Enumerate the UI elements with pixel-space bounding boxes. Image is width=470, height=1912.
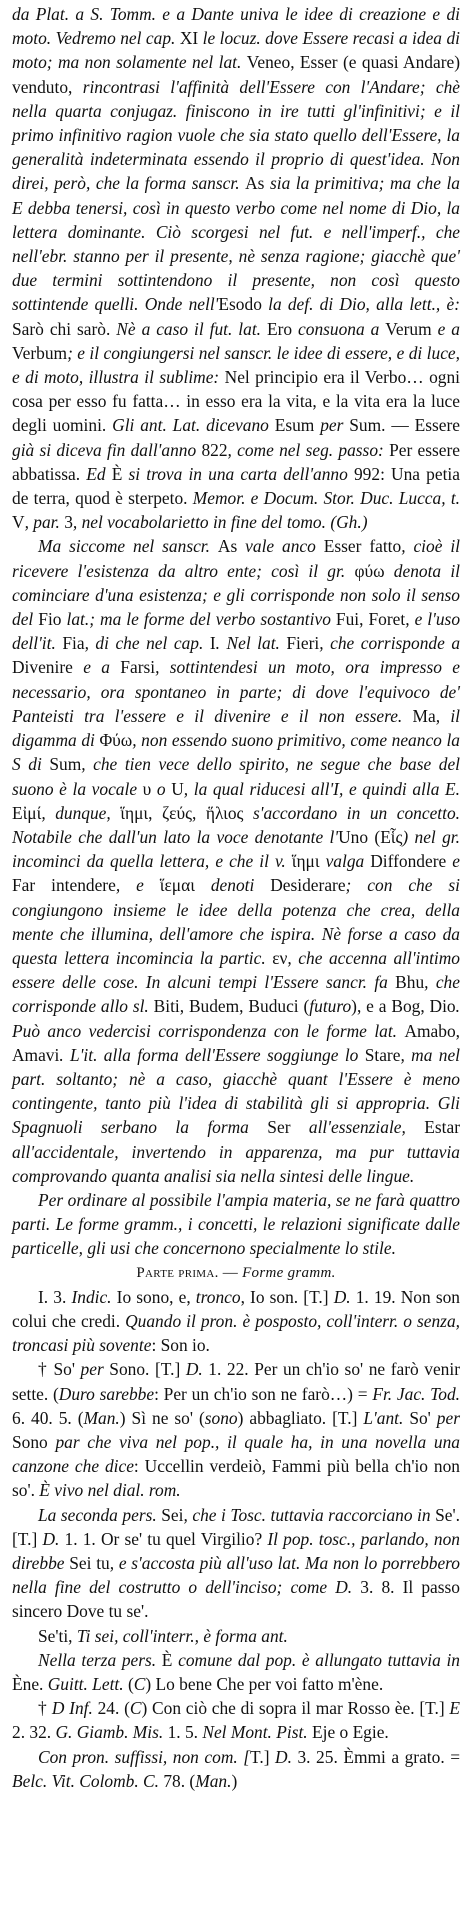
text-run: 992 (353, 463, 381, 484)
text-run: o (156, 778, 172, 799)
text-run: , sottintendesi un moto, ora impresso e necessario, ora spontaneo in parte; di dove l'equivoco de' Panteisti tra l'essere e il divenire e il non essere. (12, 657, 460, 726)
text-run: Stare (364, 1044, 401, 1065)
text-run: Fui, Foret (335, 609, 406, 630)
text-run: per (320, 415, 350, 436)
text-run: ), e a (351, 996, 392, 1017)
text-run: Sarò chi sarò. (12, 318, 117, 339)
text-run: . L'it. alla forma dell'Essere soggiunge lo (59, 1044, 365, 1065)
text-run: È (161, 1649, 179, 1670)
text-run: Fia (62, 633, 85, 654)
text-run: , come nel seg. passo: (227, 439, 390, 460)
text-run: Ser (267, 1117, 309, 1138)
entry-3 (12, 1503, 460, 1624)
text-run: υ (142, 778, 157, 799)
text-run: Man. (83, 1407, 120, 1428)
entry-4 (12, 1624, 460, 1648)
section-dash: — (218, 1264, 243, 1281)
entry-5 (12, 1648, 460, 1696)
text-run: φύω (354, 560, 394, 581)
text-run: Diffondere (370, 851, 453, 872)
text-run: sia la primitiva (264, 173, 379, 194)
text-run: , la qual riducesi all'I, e quindi alla E. (183, 778, 460, 799)
text-run: 1. 22. Per un ch'io so' ne farò venir sette. ( (12, 1359, 460, 1404)
text-run: D. (335, 1577, 361, 1598)
text-run: 1. 5. (167, 1722, 203, 1743)
text-run: già si diceva fin dall'anno (12, 439, 202, 460)
text-run: C (129, 1698, 142, 1719)
section-topic: Forme gramm. (242, 1264, 336, 1281)
text-run: ] (351, 1407, 364, 1428)
text-run: † (38, 1698, 52, 1719)
text-run: D. (42, 1528, 65, 1549)
text-run: ; ma che la E debba tenersi, così in questo verbo come nel nome di Dio, la lettera dominante. Ciò scorgesi nel fut. e nell'imperf., che nell'ebr. stanno per il presente, nè senza ragione; giacchè que' due termini sottintendono il presente, non così questo sottintende quelli. Onde nell' (12, 173, 460, 315)
text-run: 3 (53, 1286, 62, 1307)
text-run: si trova in una carta dell'anno (128, 463, 354, 484)
text-run: D. (333, 1286, 356, 1307)
text-run: , il digamma di (12, 705, 460, 751)
text-run: Nel principio era il Verbo… ogni cosa per esso fu fatta… in esso era la vita, e la vita era la luce degli uomini. (12, 367, 460, 436)
text-run: all'essenziale, (308, 1117, 425, 1138)
paragraph-1 (12, 2, 460, 534)
text-run: : Per un ch'io son ne farò…) = (154, 1383, 373, 1404)
text-run: Se'ti, (38, 1625, 77, 1646)
text-run: , par. (24, 512, 65, 533)
text-run: C (133, 1674, 146, 1695)
text-run: , che accenna all'intimo essere delle cose. In alcuni tempi l'Essere sancr. fa (12, 947, 460, 993)
text-run: Se'. [ (12, 1504, 460, 1549)
text-run: ἵημι (291, 851, 326, 872)
text-run: G. Giamb. Mis. (55, 1722, 168, 1743)
text-run: T. (17, 1528, 32, 1549)
text-run: Indic. (71, 1286, 117, 1307)
text-run: , che tien vece dello spirito, ne segue che base del suono è la vocale (12, 754, 460, 799)
text-run: Una petia de terra, quod è sterpeto. (12, 463, 460, 509)
text-run: 1. 19. Non son colui che credi. (12, 1286, 460, 1331)
entry-7 (12, 1745, 460, 1793)
text-run: ἵημι, ζεύς, ἥλιος (120, 802, 253, 823)
text-run: , Io son. [ (240, 1286, 310, 1307)
text-run: 78. ( (163, 1770, 196, 1791)
text-run: D. (275, 1746, 298, 1767)
text-run: 3. 8. Il passo sincero Dove tu se'. (12, 1577, 460, 1622)
text-run: Fio (38, 609, 67, 630)
text-run: rincontrasi l'affinità dell'Essere con l'Andare; chè nella quarta conjugaz. finiscono in ire tutti gl'infinitivi; e il primo infinitivo ragion vuole che sia stato quello dell'Essere, la generalità indeterminata essendo il proprio di quest'idea. Non direi, però, che la forma sanscr. (12, 76, 460, 194)
text-run: all'accidentale, invertendo in apparenza, ma pur tuttavia comprovando quanta analisi sia nella sintesi delle lingue. (12, 1141, 460, 1186)
text-run: Belc. Vit. Colomb. C. (12, 1770, 164, 1791)
text-run: denota il cominciare d'una esistenza; e gli corrisponde non solo il senso del (12, 560, 461, 630)
text-run: Farsi (120, 657, 156, 678)
text-run: ; e il congiungersi nel sanscr. le idee di essere, e di luce, e di moto, illustra il sublime: (12, 342, 460, 388)
text-run: par che viva nel pop., il quale ha, in una novella una canzone che dice (12, 1431, 461, 1477)
text-run: ; ma non solamente nel lat. (46, 52, 247, 73)
text-run: La seconda pers. (38, 1504, 162, 1525)
text-run: Esodo (218, 294, 262, 315)
entry-1 (12, 1285, 460, 1358)
text-run: Uno (338, 826, 375, 847)
text-run: , di che nel cap. (84, 633, 210, 654)
text-run: Veneo, Esser (e quasi Andare) venduto, (12, 52, 460, 97)
text-run: Ed (86, 463, 112, 484)
text-run: Desiderare (270, 875, 346, 896)
text-run: sono (204, 1407, 238, 1428)
text-run: ] (174, 1359, 186, 1380)
text-run: Divenire (12, 657, 84, 678)
text-run: Sum (349, 415, 382, 436)
text-run: per (436, 1407, 460, 1428)
text-run: Duro sarebbe (58, 1383, 155, 1404)
text-run: As (217, 536, 246, 557)
text-run: valga (325, 851, 371, 872)
text-run: ) nel gr. incominci da quella lettera, e che il v. (12, 826, 460, 872)
text-run: È (111, 463, 129, 484)
text-run: per (80, 1359, 110, 1380)
text-run: I (209, 633, 216, 654)
text-run: , nel vocabolarietto in fine del tomo. (Gh.) (72, 512, 368, 533)
paragraph-2 (12, 534, 460, 1187)
text-run: Estar (424, 1117, 460, 1138)
text-run: 6. 40. 5. ( (12, 1407, 84, 1428)
text-run: L'ant. (363, 1407, 410, 1428)
text-run: ] (322, 1286, 334, 1307)
text-run: ἵεμαι (159, 875, 211, 896)
text-run: Verum (385, 318, 438, 339)
text-run: , che i Tosc. tuttavia raccorciano in (183, 1504, 436, 1525)
text-run: , che corrisponde a (319, 633, 461, 654)
text-run: . Nel lat. (215, 633, 287, 654)
text-run: Essere (414, 415, 461, 436)
text-run: T. (309, 1286, 323, 1307)
text-run: 24. ( (97, 1698, 130, 1719)
text-run: 1. 1. Or se' tu quel Virgilio? (64, 1528, 268, 1549)
text-run: Gli ant. Lat. dicevano (112, 415, 275, 436)
text-run: Εἷς (380, 826, 403, 847)
text-run: ; con che si congiungono insieme le idee della potenza che crea, della mente che illumina, dell'amore che ispira. Nè forse a caso da questa lettera incomincia la partic. (12, 875, 460, 968)
text-run: Φύω (99, 730, 133, 751)
text-run: Per ordinare al possibile l'ampia materia, se ne farà quattro parti. Le forme gramm., i concetti, le relazioni significate dalle particelle, gli usi che concernono specialmente lo stile. (12, 1189, 460, 1259)
text-run: Amabo, Amavi (12, 1020, 460, 1065)
text-run: As (245, 173, 265, 194)
text-run: , dunque, (41, 802, 121, 823)
text-run: ) Con ciò che di sopra il mar Rosso èe. [ (141, 1698, 426, 1719)
text-run: Man. (195, 1770, 232, 1791)
text-run: e (452, 851, 460, 872)
text-run: 822 (201, 439, 228, 460)
text-run: Con pron. suffissi, non com. [ (38, 1746, 251, 1767)
entry-6 (12, 1696, 460, 1744)
text-run: T. (160, 1359, 175, 1380)
text-run: ( (303, 996, 310, 1017)
text-run: 2. 32. (12, 1722, 56, 1743)
text-run: denoti (210, 875, 271, 896)
text-run: † So' (38, 1359, 81, 1380)
text-run: ) (231, 1770, 238, 1791)
text-run: , che corrisponde allo sl. (12, 972, 460, 1017)
text-run: consuona a (298, 318, 386, 339)
text-run: Εἰμί (12, 802, 42, 823)
text-run: la def. di Dio, alla lett., è: (261, 294, 460, 315)
text-run: Eje o Egie. (312, 1722, 389, 1743)
text-run: Ène. (12, 1674, 48, 1695)
text-run: ) Lo bene Che per voi fatto m'ène. (145, 1674, 384, 1695)
text-run: T. (337, 1407, 352, 1428)
entry-2 (12, 1357, 460, 1502)
section-part: Parte prima. (136, 1264, 219, 1281)
text-run: Inf. (69, 1698, 98, 1719)
text-run: ] (438, 1698, 450, 1719)
text-run: da Plat. a S. Tomm. e a Dante univa le idee di creazione e di moto. Vedremo nel cap. (12, 4, 460, 49)
text-run: ] (31, 1528, 43, 1549)
text-run: Biti, Budem, Buduci (153, 996, 304, 1017)
text-run: Sei tu (69, 1553, 110, 1573)
text-run: ( (374, 826, 381, 847)
text-run: e a (437, 318, 460, 339)
text-run: Esum (274, 415, 321, 436)
text-run: ) Sì ne so' ( (119, 1407, 205, 1428)
text-run: Bhu (395, 972, 425, 993)
paragraph-3 (12, 1188, 460, 1261)
text-run: Verbum (12, 342, 68, 363)
text-run: , e l'uso dell'it. (12, 609, 461, 654)
text-run: , non essendo suono primitivo, come neanco la S di (12, 730, 460, 775)
text-run: , e (115, 875, 160, 896)
text-run: Nella terza pers. (38, 1649, 162, 1670)
text-run: Il pop. tosc., parlando, non direbbe (12, 1528, 460, 1573)
text-run: I. (38, 1286, 54, 1307)
section-heading (12, 1261, 460, 1285)
text-run: Guitt. Lett. (47, 1674, 128, 1695)
text-run: εν (272, 947, 288, 968)
text-run: comune dal pop. è allungato tuttavia in (178, 1649, 460, 1670)
text-run: Sono (12, 1431, 56, 1452)
text-run: U (171, 778, 184, 799)
text-run: Far intendere (12, 875, 116, 896)
text-run: recasi a idea di moto (12, 28, 460, 73)
text-run: ) abbagliato. [ (237, 1407, 338, 1428)
text-run: . Può anco vedercisi corrispondenza con le forme lat. (12, 996, 460, 1041)
text-run: Ma (412, 705, 436, 726)
text-run: XI (179, 28, 199, 49)
text-run: e a (83, 657, 121, 678)
text-run: Sum (49, 754, 82, 775)
text-run: ] (263, 1746, 276, 1767)
text-run: futuro (309, 996, 352, 1017)
text-run: Ti sei, coll'interr., è forma ant. (76, 1625, 288, 1646)
text-run: tronco (195, 1286, 241, 1307)
text-run: 3. 25. Èmmi a grato. = (297, 1746, 461, 1767)
text-run: lat.; ma le forme del verbo sostantivo (66, 609, 336, 630)
text-run: ( (127, 1674, 134, 1695)
text-run: Sei (161, 1504, 184, 1525)
text-run: D. (185, 1359, 209, 1380)
text-run: 3 (64, 512, 73, 533)
text-run: Nel Mont. Pist. (202, 1722, 312, 1743)
text-run: Nè a caso il fut. lat. (116, 318, 267, 339)
text-run: . (61, 1286, 72, 1307)
text-run: V (12, 512, 25, 533)
text-run: , cioè il ricevere l'esistenza da altro ente; così il gr. (12, 536, 460, 581)
text-run: D (51, 1698, 70, 1719)
text-run: E (449, 1698, 460, 1719)
text-run: le locuz. dove Essere (198, 28, 353, 49)
text-run: Per essere abbatissa. (12, 439, 461, 484)
text-run: Sono. [ (109, 1359, 161, 1380)
text-run: T. (425, 1698, 439, 1719)
text-run: Esser fatto (323, 536, 402, 557)
text-run: So' (409, 1407, 437, 1428)
text-run: Quando il pron. è posposto, coll'interr. o senza, troncasi più sovente (12, 1310, 460, 1356)
text-run: Io sono, e, (116, 1286, 196, 1307)
text-run: : Uccellin verdeiò, Fammi più bella ch'io non so'. (12, 1456, 461, 1501)
text-run: Memor. e Docum. Stor. Duc. Lucca, t. (192, 488, 460, 509)
text-run: : (380, 463, 392, 484)
text-run: Fr. Jac. Tod. (372, 1383, 460, 1404)
text-run: : Son io. (151, 1335, 210, 1356)
text-run: , ma nel part. soltanto; nè a caso, giacchè quant l'Essere è meno contingente, tanto più l'idea di stabilità gli si appropria. Gli Spagnuoli serbano la forma (12, 1044, 460, 1138)
text-run: È vivo nel dial. rom. (39, 1480, 181, 1501)
text-run: , e s'accosta più all'uso lat. Ma non lo porrebbero nella fine del costrutto o dell'inciso; come (12, 1553, 460, 1598)
text-run: Ma siccome nel sanscr. (38, 536, 218, 557)
text-run: vale anco (245, 536, 324, 557)
text-run: Bog, Dio (391, 996, 456, 1017)
text-run: . — (381, 415, 415, 436)
text-run: s'accordano in un concetto. Notabile che dall'un lato la voce denotante l' (12, 802, 461, 847)
text-run: Ero (266, 318, 299, 339)
text-run: Fieri (286, 633, 320, 654)
text-run: T. (250, 1746, 264, 1767)
